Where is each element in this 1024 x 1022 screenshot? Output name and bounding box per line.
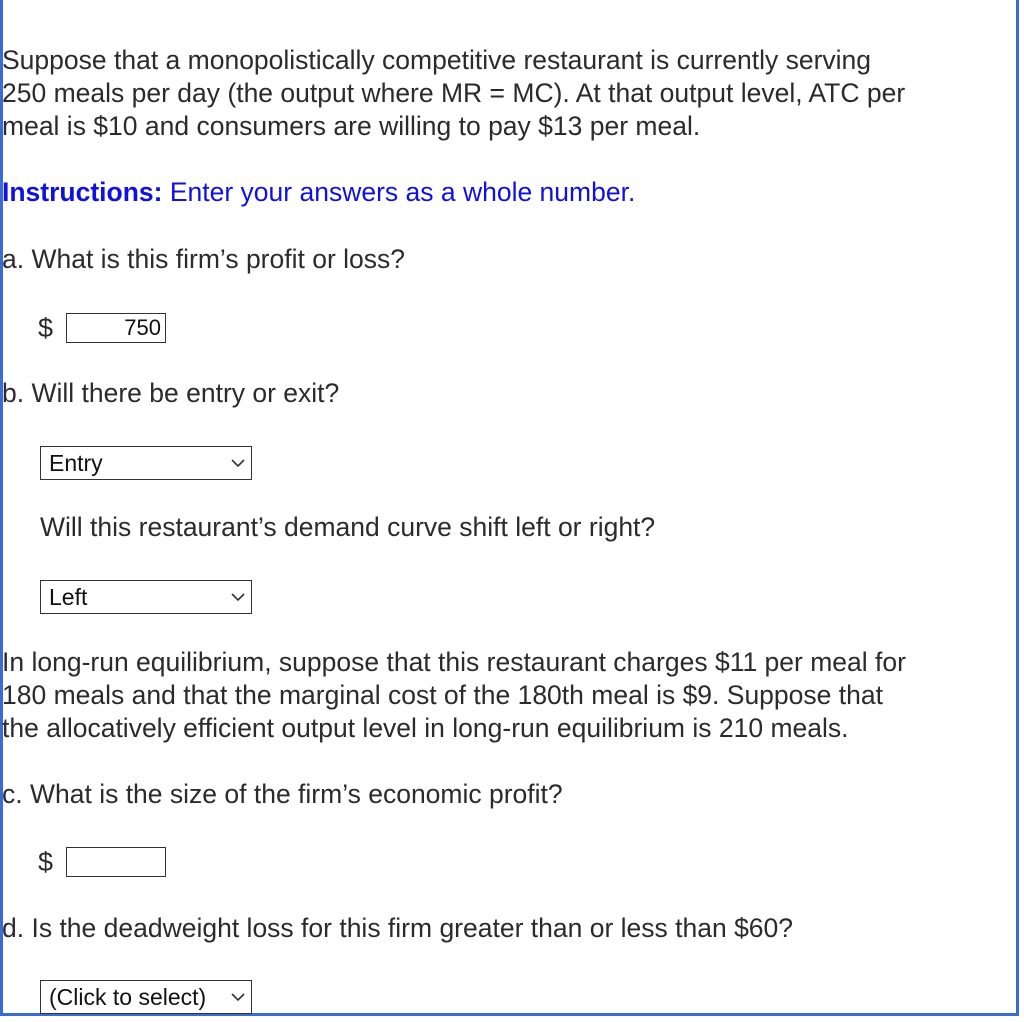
economic-profit-input[interactable]: [66, 847, 166, 877]
question-c-prompt: c. What is the size of the firm’s economic profit?: [2, 779, 563, 809]
deadweight-loss-select[interactable]: [40, 980, 252, 1014]
chevron-down-icon: [225, 447, 251, 479]
question-a-prompt: a. What is this firm’s profit or loss?: [2, 244, 406, 274]
intro-line-2: 250 meals per day (the output where MR = MC). At that output level, ATC per: [2, 78, 906, 108]
intro-line-3: meal is $10 and consumers are willing to pay $13 per meal.: [2, 111, 701, 141]
profit-loss-input[interactable]: [66, 313, 166, 343]
currency-symbol: $: [38, 312, 54, 343]
question-c-answer-row: [38, 845, 166, 879]
instructions-text: Enter your answers as a whole number.: [162, 177, 636, 207]
question-d-prompt: d. Is the deadweight loss for this firm greater than or less than $60?: [2, 913, 794, 943]
longrun-line-2: 180 meals and that the marginal cost of the 180th meal is $9. Suppose that: [2, 680, 883, 710]
demand-shift-select[interactable]: [40, 580, 252, 614]
longrun-line-3: the allocatively efficient output level in long-run equilibrium is 210 meals.: [2, 713, 849, 743]
instructions-label: Instructions:: [2, 177, 163, 207]
question-b-prompt: b. Will there be entry or exit?: [2, 378, 340, 408]
deadweight-loss-selected: (Click to select): [49, 983, 207, 1010]
demand-shift-selected: Left: [49, 583, 88, 610]
intro-line-1: Suppose that a monopolistically competitive restaurant is currently serving: [2, 45, 872, 75]
intro-paragraph: [2, 44, 1012, 143]
longrun-line-1: In long-run equilibrium, suppose that this restaurant charges $11 per meal for: [2, 647, 906, 677]
chevron-down-icon: [225, 581, 251, 613]
entry-exit-select[interactable]: [40, 446, 252, 480]
entry-exit-selected: Entry: [49, 449, 103, 476]
instructions: [2, 176, 1012, 209]
demand-shift-prompt: Will this restaurant’s demand curve shift left or right?: [40, 512, 656, 542]
longrun-paragraph: [2, 646, 1012, 745]
currency-symbol: $: [38, 846, 54, 877]
question-a-answer-row: [38, 311, 166, 345]
chevron-down-icon: [225, 981, 251, 1013]
